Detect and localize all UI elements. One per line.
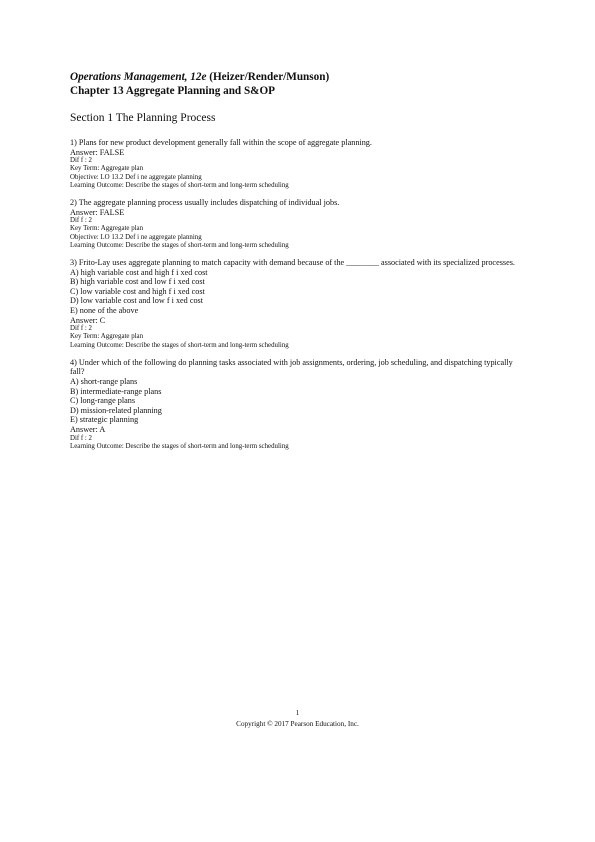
document-page: [70, 70, 525, 459]
answer: Answer: FALSE: [70, 207, 125, 217]
option-e: E) strategic planning: [70, 415, 139, 425]
answer: Answer: C: [70, 315, 106, 325]
key-term: Key Term: Aggregate plan: [70, 333, 144, 341]
answer: Answer: FALSE: [70, 147, 125, 157]
difficulty: Dif f : 2: [70, 434, 93, 442]
book-title-line: [70, 70, 525, 84]
option-e: E) none of the above: [70, 305, 139, 315]
question-3: [70, 258, 525, 350]
chapter-title: Chapter 13 Aggregate Planning and S&OP: [70, 85, 276, 97]
copyright: Copyright © 2017 Pearson Education, Inc.: [236, 720, 359, 728]
question-stem: 2) The aggregate planning process usually includes dispatching of individual jobs.: [70, 198, 340, 207]
question-stem: 3) Frito-Lay uses aggregate planning to match capacity with demand because of the ________ associated with its specialized processes.: [70, 258, 515, 267]
key-term: Key Term: Aggregate plan: [70, 165, 144, 173]
question-stem: 1) Plans for new product development generally fall within the scope of aggregate planning.: [70, 138, 372, 147]
objective: Objective: LO 13.2 Def i ne aggregate planning: [70, 233, 202, 241]
question-4: [70, 358, 525, 451]
option-c: C) long-range plans: [70, 396, 136, 406]
key-term: Key Term: Aggregate plan: [70, 225, 144, 233]
option-b: B) intermediate-range plans: [70, 386, 162, 396]
option-a: A) high variable cost and high f i xed cost: [70, 267, 208, 277]
option-b: B) high variable cost and low f i xed cost: [70, 277, 205, 287]
option-c: C) low variable cost and high f i xed cost: [70, 286, 205, 296]
difficulty: Dif f : 2: [70, 157, 93, 165]
book-title: Operations Management, 12e: [70, 71, 207, 83]
option-a: A) short-range plans: [70, 376, 138, 386]
difficulty: Dif f : 2: [70, 217, 93, 225]
question-1: [70, 138, 525, 190]
learning-outcome: Learning Outcome: Describe the stages of short-term and long-term scheduling: [70, 241, 289, 249]
learning-outcome: Learning Outcome: Describe the stages of short-term and long-term scheduling: [70, 341, 289, 349]
answer: Answer: A: [70, 424, 106, 434]
section-heading: Section 1 The Planning Process: [70, 112, 216, 124]
learning-outcome: Learning Outcome: Describe the stages of short-term and long-term scheduling: [70, 181, 289, 189]
page-number: 1: [295, 709, 300, 717]
book-authors: (Heizer/Render/Munson): [206, 71, 330, 83]
question-stem: 4) Under which of the following do planning tasks associated with job assignments, ordering, job scheduling, and dispatching typically fall?: [70, 357, 513, 377]
option-d: D) mission-related planning: [70, 405, 162, 415]
question-2: [70, 198, 525, 250]
objective: Objective: LO 13.2 Def i ne aggregate planning: [70, 173, 202, 181]
difficulty: Dif f : 2: [70, 325, 93, 333]
option-d: D) low variable cost and low f i xed cost: [70, 296, 204, 306]
learning-outcome: Learning Outcome: Describe the stages of short-term and long-term scheduling: [70, 442, 289, 450]
